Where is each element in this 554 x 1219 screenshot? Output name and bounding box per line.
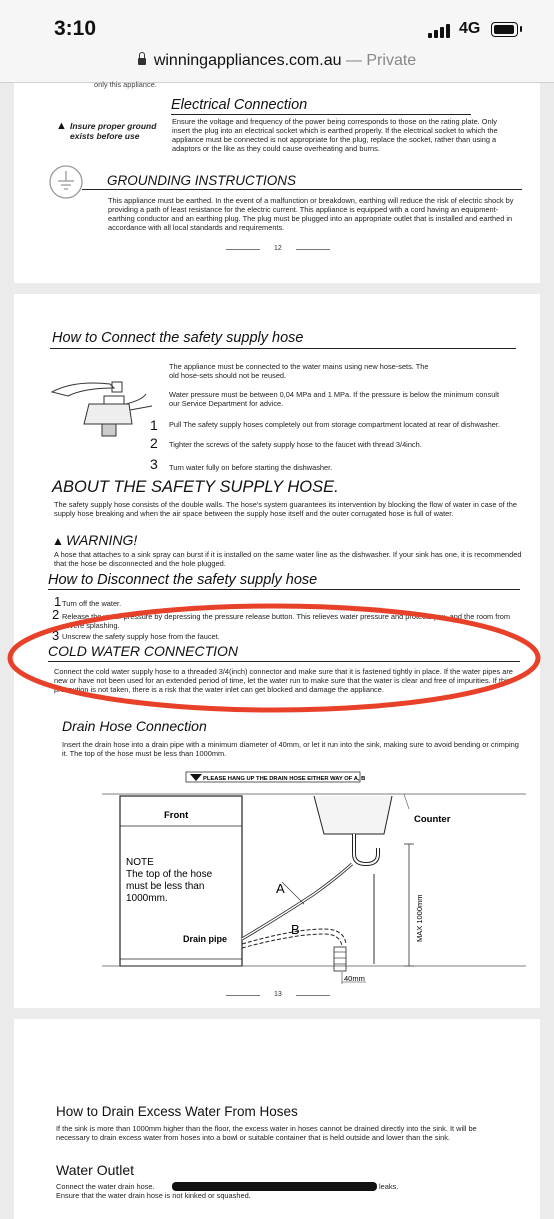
note-line-3: 1000mm. (126, 893, 168, 904)
page-number: 12 (274, 245, 282, 252)
disc-step-3-num: 3 (52, 628, 60, 643)
intro-1: The appliance must be connected to the water mains using new hose-sets. The old hose-sets should not be reused. (169, 362, 429, 380)
drain-excess-text: If the sink is more than 1000mm higher than the floor, the excess water in hoses cannot be drained directly into the sink. It will be necessary to drain excess water from hoses into a bowl or suitable container that is held outside and lower than the sink. (56, 1124, 477, 1142)
step-1-num: 1 (150, 417, 158, 433)
electrical-title: Electrical Connection (171, 97, 308, 113)
disc-step-2-text: Release the water pressure by depressing the pressure release button. This relieves water pressure and protects you, and the room from severe splashing. (62, 612, 511, 630)
manual-page-12 (14, 80, 540, 283)
cut-line: only this appliance. (94, 80, 157, 89)
cold-water-rule (48, 661, 520, 662)
electrical-rule (171, 114, 471, 115)
note-line-1: The top of the hose (126, 869, 213, 880)
drain-diagram (14, 764, 540, 1008)
label-b: B (291, 922, 300, 937)
status-time: 3:10 (54, 17, 97, 40)
drain-text: Insert the drain hose into a drain pipe with a minimum diameter of 40mm, or let it run into the sink, making sure to avoid bending or crimping it. The top of the hose must be less than 1000mm. (62, 740, 519, 758)
highlight-ellipse (0, 590, 554, 730)
water-outlet-text-1-end: leaks. (379, 1182, 399, 1191)
water-outlet-text-1: Connect the water drain hose. (56, 1182, 155, 1191)
drain-title: Drain Hose Connection (62, 718, 207, 734)
grounding-title: GROUNDING INSTRUCTIONS (107, 173, 296, 188)
step-2-text: Tighter the screws of the safety supply hose to the faucet with thread 3/4inch. (169, 440, 422, 449)
about-title: ABOUT THE SAFETY SUPPLY HOSE. (52, 478, 339, 496)
step-3-text: Turn water fully on before starting the dishwasher. (169, 463, 333, 472)
note-line-2: must be less than (126, 881, 205, 892)
faucet-illustration (34, 374, 154, 454)
url-bar[interactable] (0, 52, 554, 83)
network-label: 4G (459, 20, 481, 37)
label-a: A (276, 881, 285, 896)
connect-title: How to Connect the safety supply hose (52, 330, 304, 346)
max-height-label: MAX 1000mm (415, 894, 424, 942)
grounding-rule (82, 189, 522, 190)
url-domain[interactable]: winningappliances.com.au (153, 52, 342, 69)
disc-step-1-num: 1 (54, 594, 62, 609)
about-text: The safety supply hose consists of the double walls. The hose's system guarantees its intervention by blocking the flow of water in case of the supply hose breaking and when the air space between the supply hose itself and the outer corrugated hose is full of water. (54, 500, 518, 518)
note-title: NOTE (126, 857, 154, 868)
drain-pipe-label: Drain pipe (183, 934, 228, 944)
disc-step-2-num: 2 (52, 607, 60, 622)
water-outlet-title: Water Outlet (56, 1162, 135, 1178)
warning-text: A hose that attaches to a sink spray can burst if it is installed on the same water line as the dishwasher. If your sink has one, it is recommended that the hose be disconnected and the hole plugged. (54, 550, 522, 568)
front-label: Front (164, 810, 189, 821)
grounding-text: This appliance must be earthed. In the event of a malfunction or breakdown, earthing will reduce the risk of electric shock by providing a path of least resistance for the electric current. This appliance is equipped with a cord having an equipment-earthing conductor and an earthing plug. The plug must be plugged into an appropriate outlet that is installed and earthed in accordance with all local standards and requirements. (108, 196, 514, 232)
electrical-text: Ensure the voltage and frequency of the power being corresponds to those on the rating plate. Only insert the plug into an electrical socket which is earthed properly. If the electrical socket to which the appliance must be connected is not appropriate for the plug, replace the socket, rather than using a adaptors or the like as they could cause overheating and burns. (172, 117, 498, 153)
page-number: 13 (274, 991, 282, 998)
cold-water-text: Connect the cold water supply hose to a threaded 3/4(inch) connector and make sure that it is fastened tightly in place. If the water pipes are new or have not been used for an extended period of time, let the water run to make sure that the water is clear and free of impurities. If this precaution is not taken, there is a risk that the water inlet can get blocked and damage the appliance. (54, 667, 513, 694)
ground-icon (48, 163, 88, 203)
disconnect-rule (48, 589, 520, 590)
connect-rule (50, 348, 516, 349)
diameter-label: 40mm (344, 974, 365, 983)
water-outlet-text-2: Ensure that the water drain hose is not kinked or squashed. (56, 1191, 251, 1200)
step-2-num: 2 (150, 435, 158, 451)
warning-label: Insure proper ground exists before use (70, 121, 157, 141)
manual-page-13 (14, 294, 540, 1008)
battery-icon (491, 22, 518, 37)
step-1-text: Pull The safety supply hoses completely out from storage compartment located at rear of dishwasher. (169, 420, 500, 429)
drain-excess-title: How to Drain Excess Water From Hoses (56, 1104, 298, 1119)
disc-step-1-text: Turn off the water. (62, 599, 122, 608)
disconnect-title: How to Disconnect the safety supply hose (48, 572, 318, 588)
step-3-num: 3 (150, 456, 158, 472)
private-mode-label: — Private (345, 52, 417, 69)
diagram-banner: PLEASE HANG UP THE DRAIN HOSE EITHER WAY OF A, B (203, 776, 366, 782)
manual-page-14 (14, 1019, 540, 1219)
status-bar (0, 0, 554, 52)
warning-icon: ▲ (56, 120, 67, 132)
counter-label: Counter (414, 814, 451, 825)
warning-triangle-icon: ▲ (52, 534, 64, 548)
warning-title: WARNING! (66, 532, 138, 548)
lock-icon (138, 58, 146, 65)
intro-2: Water pressure must be between 0,04 MPa and 1 MPa. If the pressure is below the minimum consult our Service Department for advice. (169, 390, 499, 408)
redaction-mark (172, 1182, 377, 1191)
disc-step-3-text: Unscrew the safety supply hose from the faucet. (62, 632, 220, 641)
signal-icon (428, 22, 452, 38)
cold-water-title: COLD WATER CONNECTION (48, 643, 239, 659)
